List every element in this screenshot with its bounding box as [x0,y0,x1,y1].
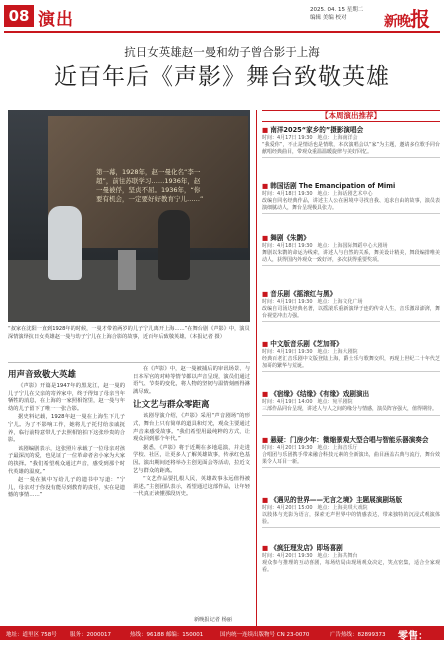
listing-title: ■ 《疯狂理发店》即场喜剧 [262,544,343,552]
listing-item [262,234,440,266]
column-divider [256,110,257,630]
listing-meta: 时间：4月20日 15:00 地点：上海美琪大戏院 [262,505,368,511]
footer-ad: 广告热线：82899373 [330,632,386,638]
header-rule [4,31,440,33]
footer-service: 服务：2000017 [70,632,111,638]
square-bullet-icon: ■ [262,126,269,134]
section-heading: 让文艺与群众零距离 [133,400,210,411]
listing-desc: 以肢体与光影为语言，探索无声世界中的情感表达，带来独特的沉浸式观演体验。 [262,512,440,525]
listing-title: ■ 舞剧《朱鹮》 [262,234,310,242]
paragraph: 该剧导演介绍，《声影》采用“声音剧场”的形式，舞台上只有简单的道具和灯光，观众主要通过声音来感受故事。“我们希望用最纯粹的方式，让观众回到那个年代。” [133,413,250,443]
listing-meta: 时间：4月18日 19:30 地点：上海国际舞蹈中心大剧场 [262,243,388,249]
paragraph: 据史料记载，1928年赵一曼在上海生下儿子宁儿。为了不影响工作，她将儿子托付给亲戚抚养，临行前特意带儿子去照相馆拍下这张珍贵的合影。 [8,414,125,444]
square-bullet-icon: ■ [262,390,269,398]
square-bullet-icon: ■ [262,436,269,444]
issue-date [310,6,380,22]
divider [262,415,440,416]
logo-text: 新晚 [384,14,410,30]
footer-hotline: 热线：96188 邮编：150001 [130,632,204,638]
listing-item [262,182,440,214]
microphone-stand [118,250,136,290]
section-title: 演出 [38,10,74,30]
listing-meta: 时间：4月17日 19:30 地点：上海南洋会 [262,135,358,141]
listing-title: ■ 南洋2025“家乡的”摄影演唱会 [262,126,364,134]
section-heading: 用声音致敬大英雄 [8,370,77,380]
editor-line: 编辑 美编 校对 [310,15,347,21]
listing-title: ■ 悬疑：门房少年：微缩景观大型合唱与智能乐器演奏会 [262,436,429,444]
listing-title: ■ 中文版音乐剧《芝加哥》 [262,340,343,348]
paragraph: 赵一曼在狱中写给儿子的遗书中写道：“宁儿，母亲对于你没有能尽到教育的责任，实在是遗憾的事情……” [8,477,125,499]
article-body [8,366,250,626]
square-bullet-icon: ■ [262,544,269,552]
paragraph: “文艺作品要扎根人民，英雄故事永远值得被讲述。”主创团队表示，希望通过这部作品，让年轻一代真正读懂那段历史。 [133,476,250,498]
listing-desc: 合唱团与乐团携手带来融合科技元素的全新演出，曲目涵盖古典与流行，舞台效果令人耳目一新。 [262,452,440,465]
caption-rule [8,362,250,363]
listing-title: ■ 韩国话剧 The Emancipation of Mimi [262,182,396,190]
listing-item [262,126,440,158]
footer-registration: 国内统一连续出版物号 CN 23-0070 [220,632,310,638]
projection-text: 第一幕，1928年，赵一曼化名“李一超”，前往苏联学习……1936年，赵一曼被俘，坚贞不屈。1936年，“你要有机会，一定要好好教育宁儿……” [96,168,204,203]
story-headline: 近百年后《声影》舞台致敬英雄 [54,64,390,90]
paragraph: 在《声影》中，赵一曼被捕后的审讯场景、与日本军官的对峙等情节都以声音呈现，演员们通过语气、节奏的变化，将人物的坚韧与温情刻画得淋漓尽致。 [133,366,250,395]
article-column-right [133,366,250,500]
performer-right [158,210,190,280]
square-bullet-icon: ■ [262,234,269,242]
stage-photo [8,110,250,322]
listing-item [262,436,440,468]
story-subhead: 抗日女英雄赵一曼和幼子曾合影于上海 [124,45,320,59]
listing-desc: 改编自同名经典作品，讲述主人公在困境中寻找自我、追求自由的故事，演员表演细腻动人，舞台呈现极具张力。 [262,198,440,211]
photo-caption: “叔家在沈阳一直到1928年的时候，一曼才带着两岁的儿子宁儿离开上海……”在舞台剧《声影》中，演员深情演绎抗日女英雄赵一曼与幼子宁儿在上海合影的故事，近百年后致敬英雄。（本报记者 摄） [8,326,250,340]
article-column-left [8,366,125,501]
listing-meta: 时间：4月20日 19:30 地点：上海共舞台 [262,553,358,559]
divider [262,213,440,214]
listing-item [262,496,440,528]
paragraph: 该剧编剧表示，这张照片承载了一位母亲对孩子最深沉的爱，也见证了一位革命者舍小家为大家的抉择。“我们希望观众通过声音，感受到那个时代英雄的温度。” [8,445,125,475]
listing-meta: 时间：4月19日 19:30 地点：上海文化广场 [262,299,363,305]
listing-item [262,390,440,416]
square-bullet-icon: ■ [262,290,269,298]
listing-meta: 时间：4月19日 19:30 地点：上海大剧院 [262,349,358,355]
footer-address: 地址：道里区 758号 [6,632,57,638]
square-bullet-icon: ■ [262,496,269,504]
masthead [0,0,444,34]
listing-item [262,340,440,372]
section-number: 08 [4,5,34,27]
listing-title: ■ 《宿缘》《结缘》《有缘》戏剧演出 [262,390,370,398]
square-bullet-icon: ■ [262,340,269,348]
listing-desc: 改编自司汤达经典名著，以摇滚乐重新演绎于连的传奇人生，音乐激昂澎湃，舞台视觉冲击力强。 [262,306,440,319]
listing-meta: 时间：4月20日 19:30 地点：上海音乐厅 [262,445,358,451]
divider [262,321,440,322]
date-line: 2025. 04. 15 星期二 [310,7,364,13]
listing-title: ■ 音乐剧《摇滚红与黑》 [262,290,337,298]
divider [262,371,440,372]
listing-desc: 舞剧以朱鹮的命运为线索，讲述人与自然的关系，舞美设计精美，舞段编排唯美动人，获得国内外观众一致好评，多次获得重要奖项。 [262,250,440,263]
divider [262,467,440,468]
listing-title: ■ 《遇见的世界——无言之境》主题展演剧场版 [262,496,403,504]
newspaper-logo [384,3,440,29]
logo-accent: 报 [410,7,429,31]
divider [262,527,440,528]
listing-meta: 时间：4月19日 14:00 地点：宛平剧院 [262,399,353,405]
listing-desc: “我爱你”，不止是情话也是情歌，本次演唱会以“家”为主题，邀请多位歌手同台献唱经典曲目，带观众重温温暖旋律与美好回忆。 [262,142,440,155]
byline: 新晚报记者 杨丽 [194,617,232,623]
listing-desc: 三部作品同台呈现，讲述人与人之间的缘分与情感，演员阵容强大，值得期待。 [262,406,438,412]
paragraph: 《声影》开篇是1947年的黑龙江，赵一曼的儿子宁儿在父亲的寄养家中，终于得知了母亲当年牺牲的消息，在上海的一家照相馆里，赵一曼与年幼的儿子留下了唯一一张合影。 [8,383,125,412]
square-bullet-icon: ■ [262,182,269,190]
listing-desc: 观众参与推理的互动喜剧，每场结局由现场观众决定，笑点密集，适合全家观看。 [262,560,440,573]
listing-item [262,544,440,573]
listing-meta: 时间：4月18日 19:30 地点：上海话剧艺术中心 [262,191,373,197]
divider [262,157,440,158]
paragraph: 据悉，《声影》将于近期在多地巡演，并走进学校、社区，让更多人了解英雄故事，传承红色基因。演出期间还将举办主创见面会等活动，拉近文艺与群众的距离。 [133,444,250,474]
listing-item [262,290,440,322]
listings-header: 【本周演出推荐】 [262,110,440,122]
performance-listings [262,110,440,628]
listing-desc: 经典百老汇音乐剧中文版登陆上海，爵士乐与歌舞交织，再现上世纪二十年代芝加哥的繁华与荒诞。 [262,356,440,369]
retail-price: 零售：1.50元 [398,631,433,657]
divider [262,265,440,266]
page-footer [0,626,444,657]
performer-left [48,206,82,280]
